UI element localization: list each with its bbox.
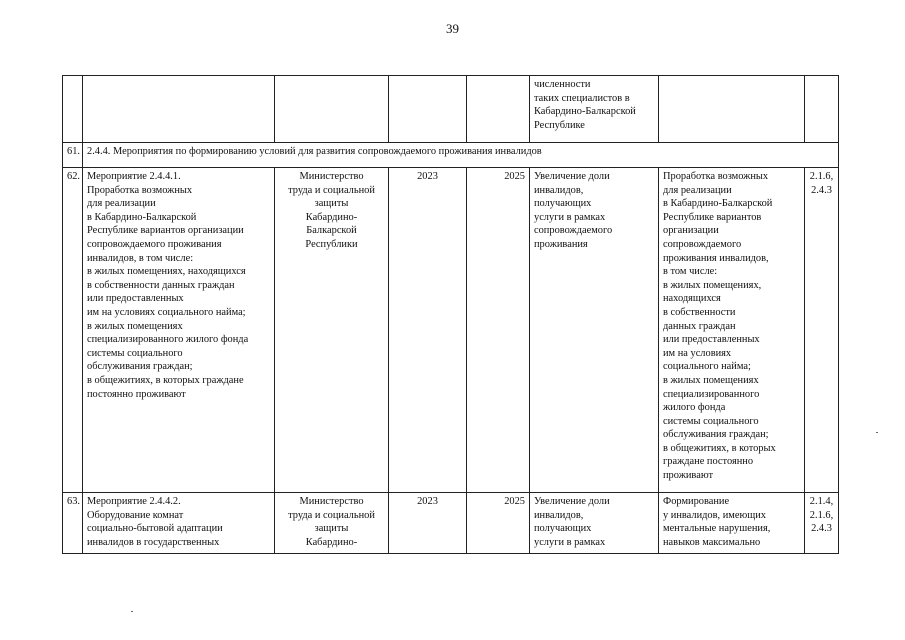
text-line: обслуживания граждан; [87,361,193,373]
text-line: Оборудование комнат [87,509,184,521]
text-line: в собственности [663,306,736,318]
cell-effect [530,168,659,493]
text-line: находящихся [663,293,721,305]
text-line: 2.1.6, [809,509,834,521]
text-line: данных граждан [663,320,736,332]
text-line: им на условиях [663,347,732,359]
text-line: организации [663,225,719,237]
cell-result [659,168,805,493]
text-line: для реализации [663,184,732,196]
table-row-section [63,143,839,168]
cell-end-year: 2025 [467,168,530,493]
cell-number [63,76,83,143]
section-title: 2.4.4. Мероприятия по формированию условий для развития сопровождаемого проживания инвалидов [83,143,839,168]
cell-executor [275,76,389,143]
text-line: Увеличение доли [534,496,610,507]
text-line: Увеличение доли [534,171,610,182]
cell-measure [83,493,275,554]
text-line: социально-бытовой адаптации [87,523,223,535]
text-line: инвалидов, в том числе: [87,252,194,264]
text-line: системы социального [87,347,183,359]
text-line: или предоставленных [87,293,184,305]
text-line: специализированного жилого фонда [87,334,249,346]
text-line: в Кабардино-Балкарской [87,211,197,223]
text-line: 2.4.3 [811,523,832,535]
scan-speck [131,611,133,612]
text-line: постоянно проживают [87,388,186,400]
cell-start-year: 2023 [389,168,467,493]
row-number: 62. [63,168,83,493]
text-line: Проработка возможных [663,171,769,182]
scan-speck [876,432,878,433]
text-line: специализированного [663,388,760,400]
row-number: 63. [63,493,83,554]
text-line: Кабардино- [305,211,358,223]
text-line: услуги в рамках [534,536,606,548]
page-number: 39 [446,21,459,36]
text-line: для реализации [87,198,156,210]
text-line: численности [534,79,591,90]
text-line: сопровождаемого [663,238,742,250]
text-line: Республике [534,119,585,131]
cell-end-year [467,76,530,143]
text-line: в жилых помещениях, [663,279,762,291]
text-line: в жилых помещениях, находящихся [87,266,246,278]
cell-executor [275,493,389,554]
text-line: Министерство [299,171,364,182]
text-line: у инвалидов, имеющих [663,509,766,521]
row-number: 61. [63,143,83,168]
cell-start-year [389,76,467,143]
text-line: в общежитиях, в которых граждане [87,374,244,386]
text-line: в жилых помещениях [87,320,183,332]
text-line: Кабардино-Балкарской [534,106,636,118]
text-line: Министерство [299,496,364,507]
text-line: услуги в рамках [534,211,606,223]
text-line: инвалидов в государственных [87,536,220,548]
text-line: инвалидов, [534,184,584,196]
text-line: инвалидов, [534,509,584,521]
text-line: Проработка возможных [87,184,193,196]
text-line: Республике вариантов организации [87,225,244,237]
text-line: социального найма; [663,361,751,373]
text-line: 2.1.6, [809,171,834,182]
text-line: в Кабардино-Балкарской [663,198,773,210]
text-line: в жилых помещениях [663,374,759,386]
text-line: в собственности данных граждан [87,279,235,291]
text-line: 2.1.4, [809,496,834,507]
text-line: труда и социальной [288,509,375,521]
text-line: защиты [314,523,349,535]
text-line: труда и социальной [288,184,375,196]
text-line: ментальные нарушения, [663,523,771,535]
cell-executor [275,168,389,493]
text-line: Балкарской [306,225,357,237]
cell-links [805,168,839,493]
text-line: им на условиях социального найма; [87,306,246,318]
cell-end-year: 2025 [467,493,530,554]
cell-measure [83,76,275,143]
text-line: жилого фонда [663,402,726,414]
text-line: в общежитиях, в которых [663,442,776,454]
text-line: Кабардино- [305,536,358,548]
text-line: или предоставленных [663,334,760,346]
cell-result [659,493,805,554]
text-line: проживания [534,238,588,250]
cell-effect [530,493,659,554]
cell-indicator [659,76,805,143]
cell-start-year: 2023 [389,493,467,554]
cell-links [805,76,839,143]
measures-table [62,75,839,554]
text-line: граждане постоянно [663,456,754,468]
cell-measure [83,168,275,493]
text-line: сопровождаемого проживания [87,238,222,250]
table-row [63,493,839,554]
text-line: проживания инвалидов, [663,252,769,264]
text-line: обслуживания граждан; [663,429,769,441]
text-line: Республики [305,238,358,250]
table-row [63,168,839,493]
text-line: получающих [534,198,592,210]
text-line: Мероприятие 2.4.4.2. [87,496,181,507]
text-line: Формирование [663,496,730,507]
text-line: 2.4.3 [811,184,832,196]
cell-result [530,76,659,143]
text-line: навыков максимально [663,536,761,548]
text-line: таких специалистов в [534,92,630,104]
text-line: Республике вариантов [663,211,762,223]
table-row-continuation [63,76,839,143]
cell-links [805,493,839,554]
text-line: получающих [534,523,592,535]
text-line: проживают [663,470,713,482]
text-line: системы социального [663,415,759,427]
text-line: защиты [314,198,349,210]
text-line: Мероприятие 2.4.4.1. [87,171,181,182]
text-line: сопровождаемого [534,225,613,237]
text-line: в том числе: [663,266,718,278]
